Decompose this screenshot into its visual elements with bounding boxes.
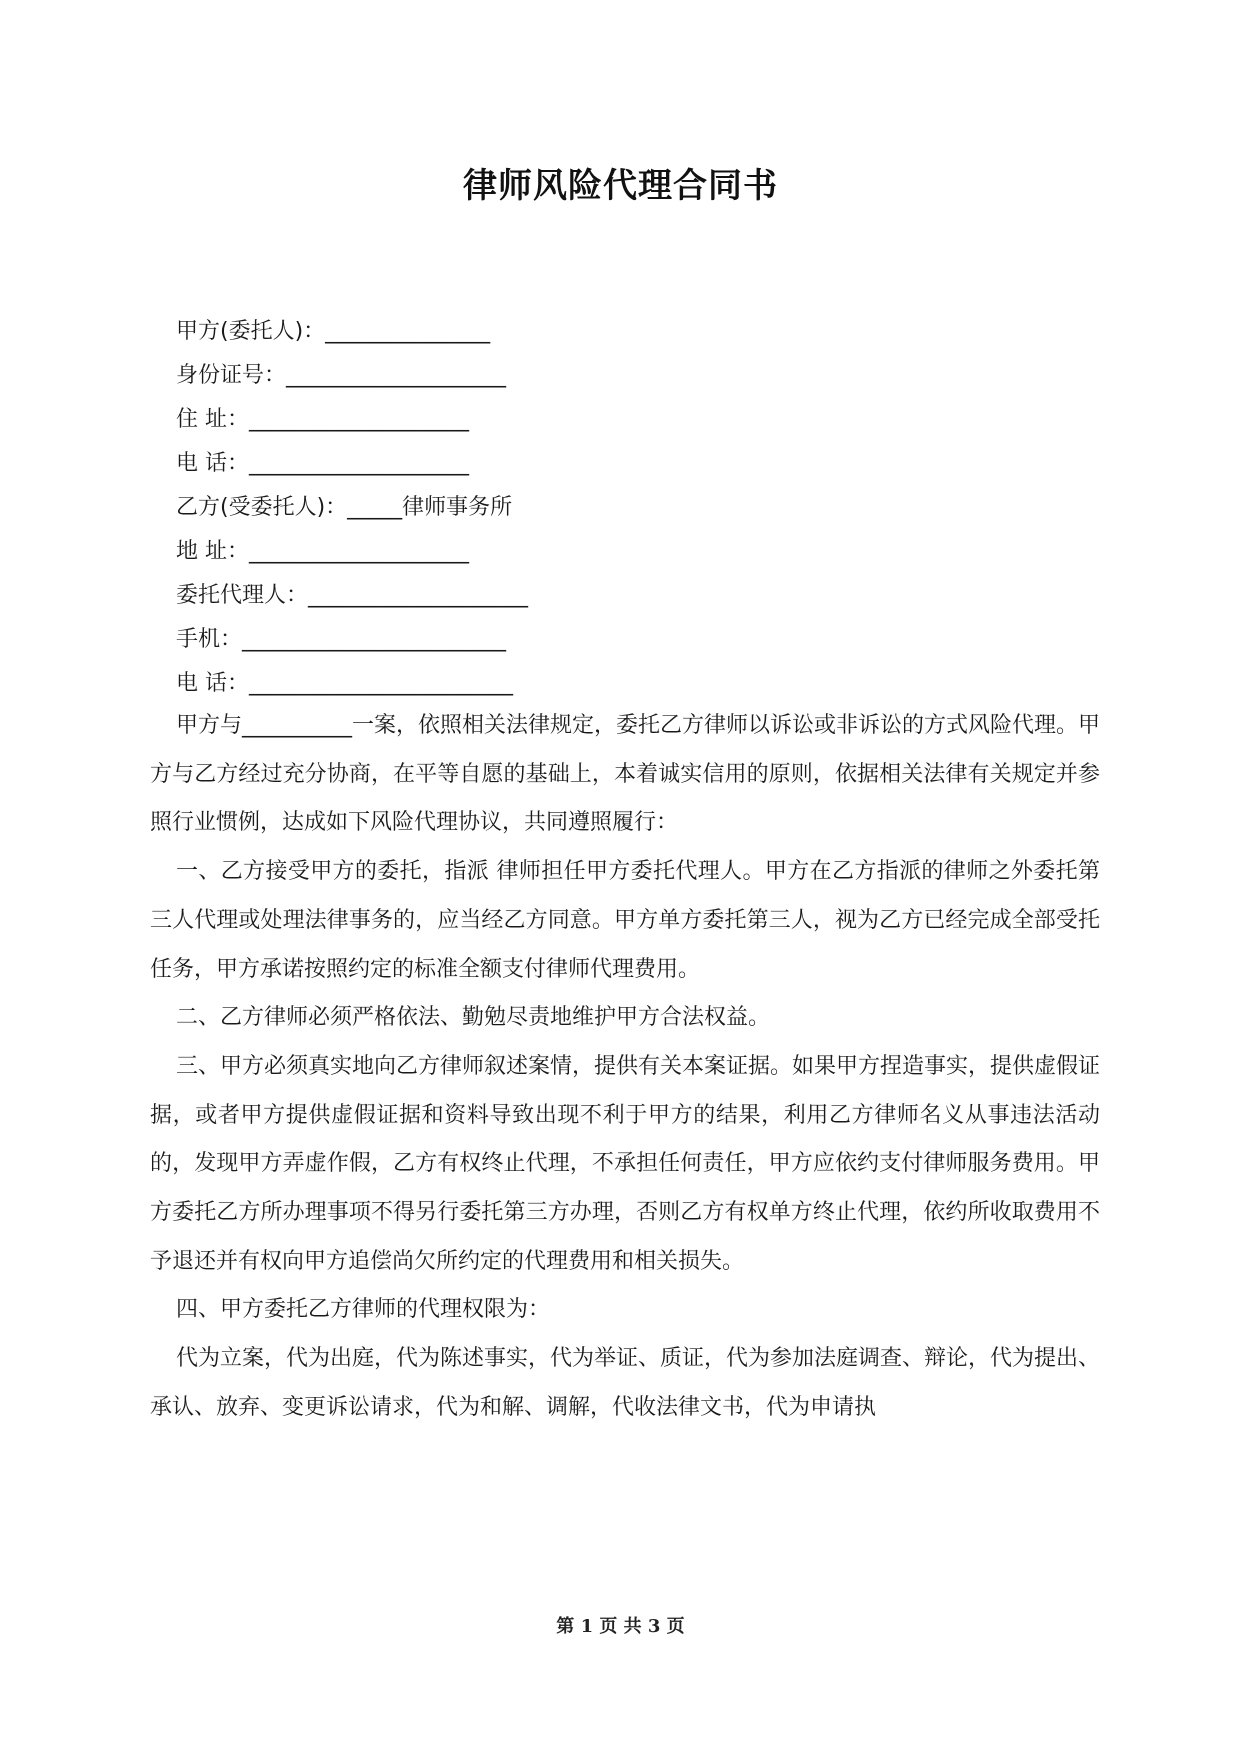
field-phone-a: 电 话：____________________: [176, 451, 469, 476]
field-address-b: 地 址：____________________: [176, 539, 469, 564]
clause-3: 三、甲方必须真实地向乙方律师叙述案情，提供有关本案证据。如果甲方捏造事实，提供虚假证据，或者甲方提供虚假证据和资料导致出现不利于甲方的结果，利用乙方律师名义从事违法活动的，发现甲方弄虚作假，乙方有权终止代理，不承担任何责任，甲方应依约支付律师服务费用。甲方委托乙方所办理事项不得另行委托第三方办理，否则乙方有权单方终止代理，依约所收取费用不予退还并有权向甲方追偿尚欠所约定的代理费用和相关损失。: [150, 1053, 1101, 1274]
contract-body: [150, 702, 1100, 1433]
field-residence: 住 址：____________________: [176, 407, 469, 432]
clause-1: 一、乙方接受甲方的委托，指派 律师担任甲方委托代理人。甲方在乙方指派的律师之外委托第三人代理或处理法律事务的，应当经乙方同意。甲方单方委托第三人，视为乙方已经完成全部受托任务，甲方承诺按照约定的标准全额支付律师代理费用。: [150, 859, 1100, 982]
clause-4: 四、甲方委托乙方律师的代理权限为：: [176, 1297, 551, 1323]
field-phone-b: 电 话：________________________: [176, 671, 513, 696]
field-party-a: 甲方(委托人)：_______________: [176, 319, 491, 344]
field-agent: 委托代理人：____________________: [176, 583, 529, 608]
field-mobile: 手机：________________________: [176, 627, 507, 652]
clause-2: 二、乙方律师必须严格依法、勤勉尽责地维护甲方合法权益。: [176, 1005, 771, 1031]
document-title: 律师风险代理合同书: [463, 166, 778, 206]
field-party-b: 乙方(受委托人)：_____律师事务所: [176, 495, 513, 520]
page-footer: 第 1 页 共 3 页: [556, 1616, 685, 1637]
field-id-number: 身份证号：____________________: [176, 363, 507, 388]
intro-paragraph: 甲方与__________一案，依照相关法律规定，委托乙方律师以诉讼或非诉讼的方式风险代理。甲方与乙方经过充分协商，在平等自愿的基础上，本着诚实信用的原则，依据相关法律有关规定并参照行业惯例，达成如下风险代理协议，共同遵照履行：: [150, 713, 1101, 836]
clause-4-detail: 代为立案，代为出庭，代为陈述事实，代为举证、质证，代为参加法庭调查、辩论，代为提出、承认、放弃、变更诉讼请求，代为和解、调解，代收法律文书，代为申请执: [150, 1346, 1101, 1420]
